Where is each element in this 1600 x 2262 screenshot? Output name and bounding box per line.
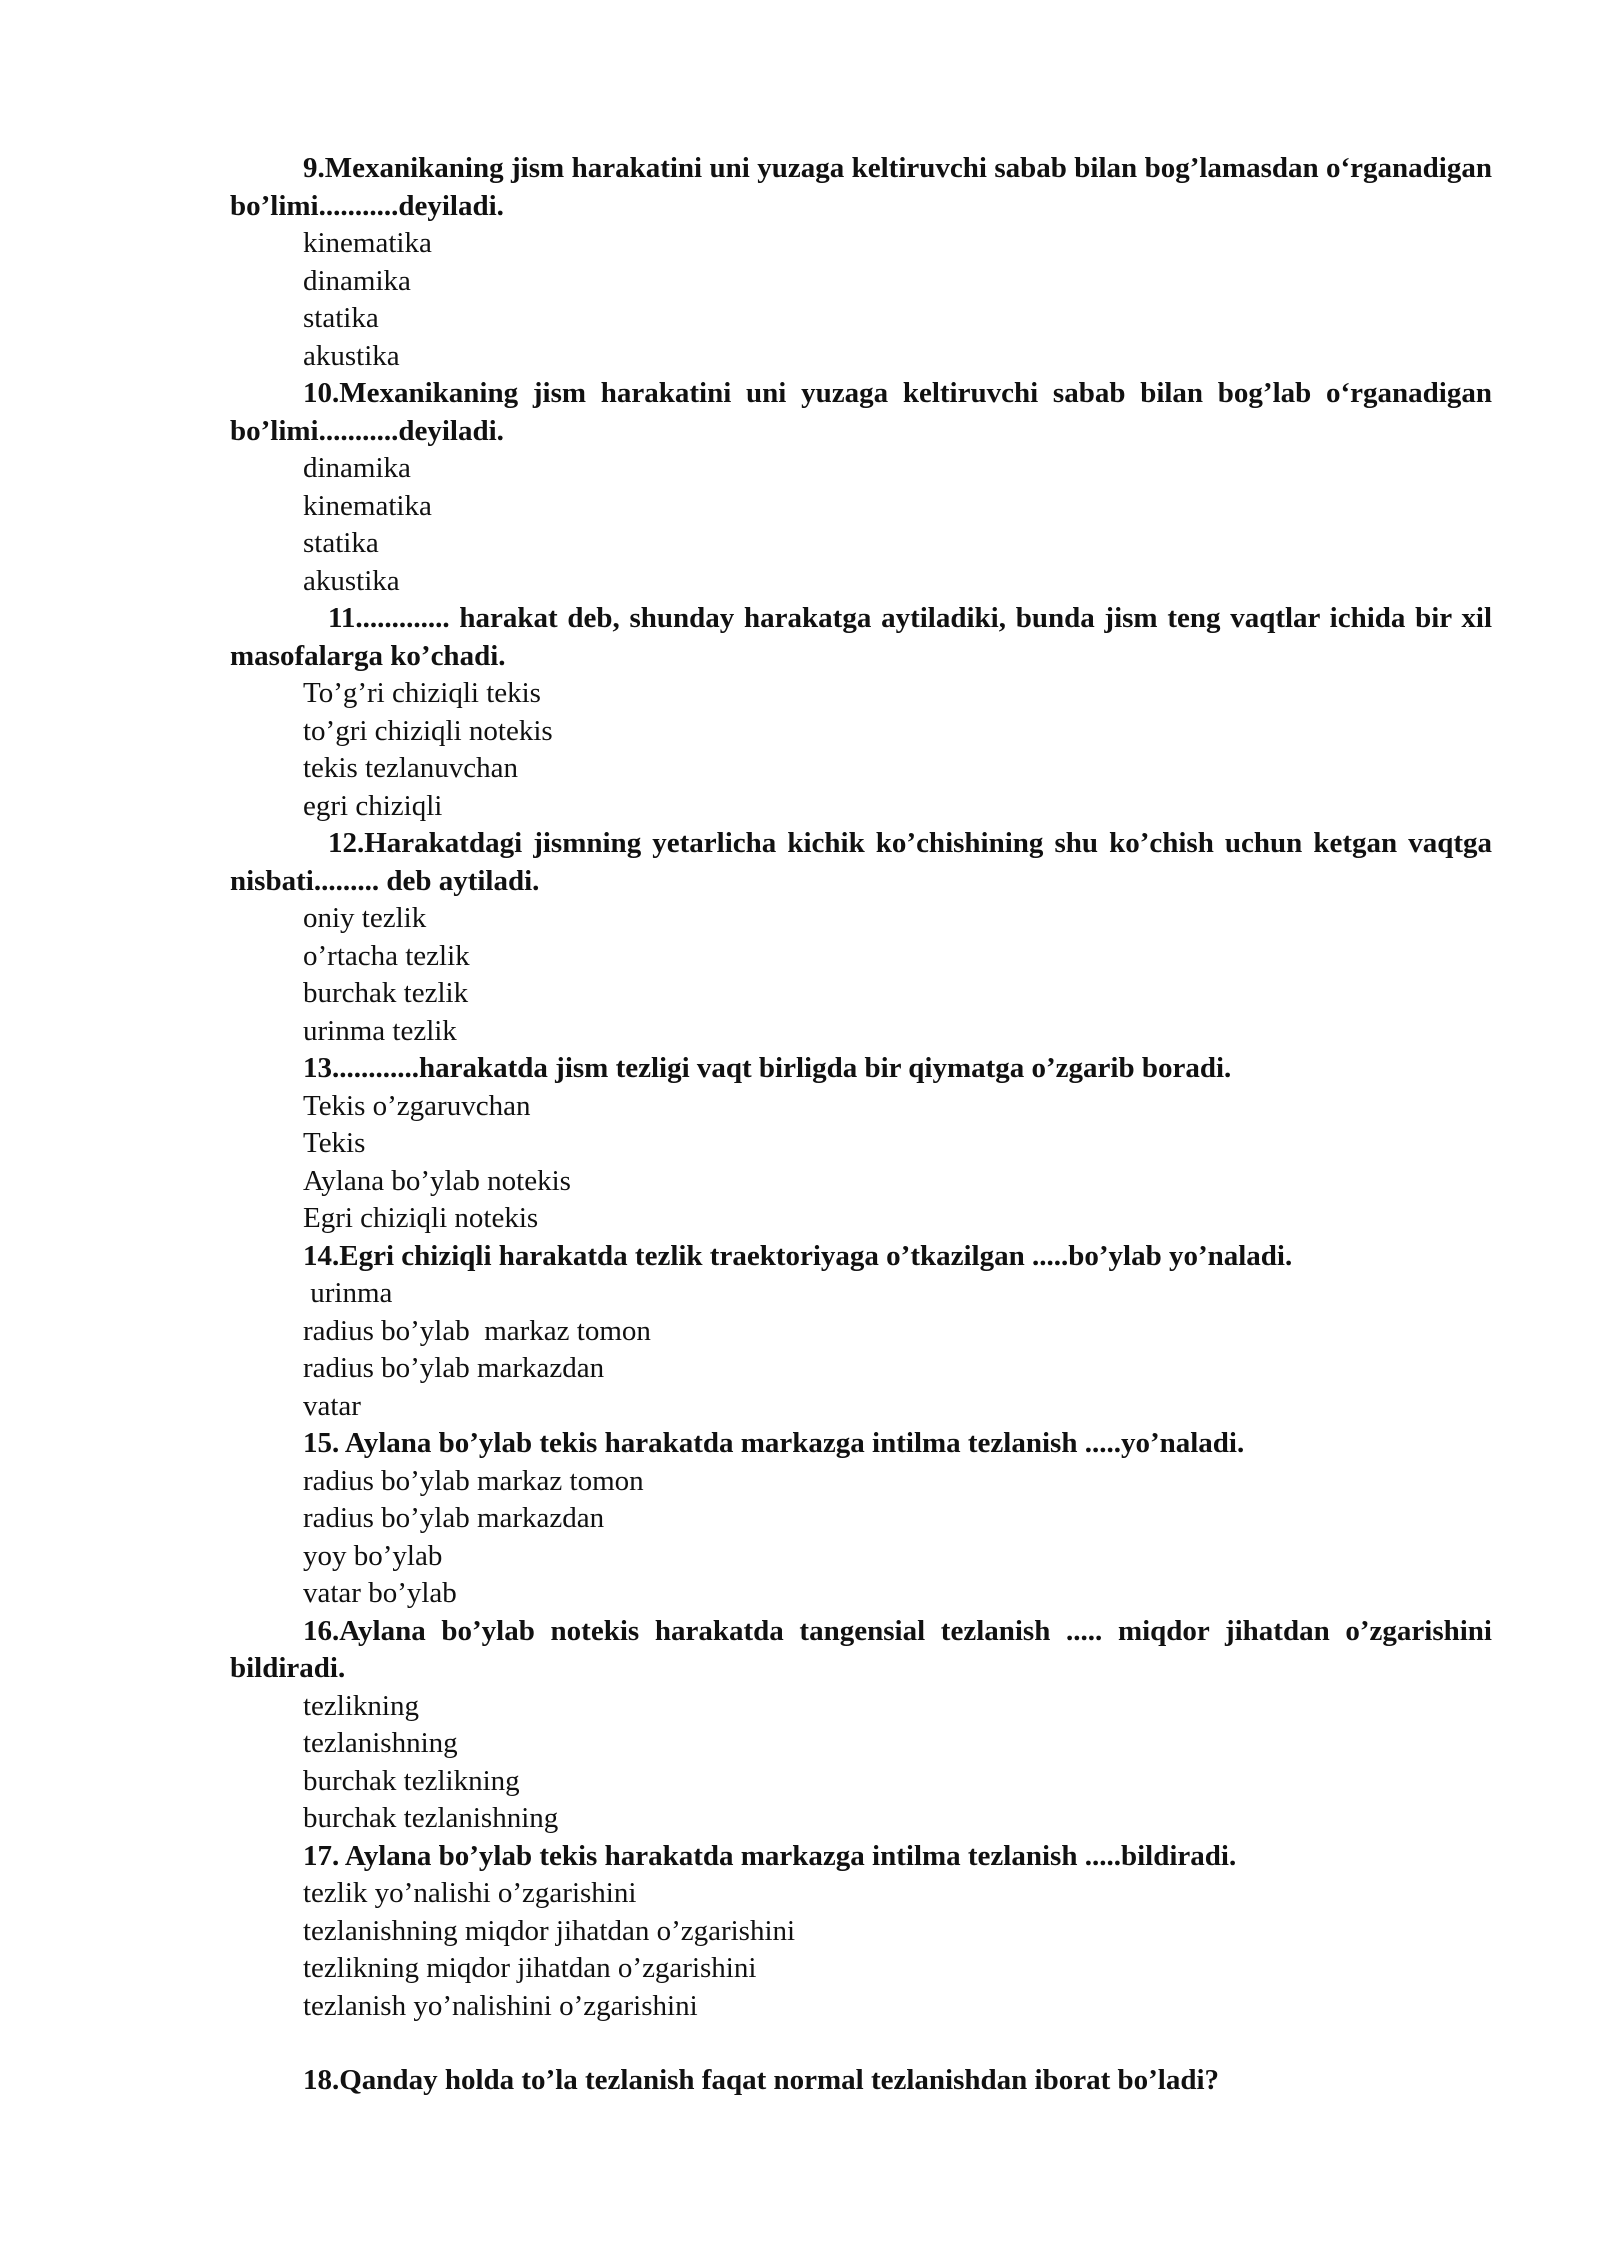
question-10: 10.Mexanikaning jism harakatini uni yuzaga keltiruvchi sabab bilan bog’lab o‘rganadigan bo’limi...........deyiladi. [230,377,1492,447]
option: radius bo’ylab markaz tomon [303,1464,644,1497]
options-14 [230,1275,1492,1425]
options-10 [230,450,1492,600]
option: tezlanishning [303,1727,458,1759]
option: Aylana bo’ylab notekis [303,1164,571,1197]
option: radius bo’ylab markaz tomon [303,1314,651,1347]
option: tekis tezlanuvchan [303,752,518,784]
option: Egri chiziqli notekis [303,1202,539,1234]
option: burchak tezlanishning [303,1802,559,1834]
option: egri chiziqli [303,789,443,822]
option: urinma [303,1277,393,1309]
question-12: 12.Harakatdagi jismning yetarlicha kichik ko’chishining shu ko’chish uchun ketgan vaqtga nisbati......... deb aytiladi. [230,827,1492,897]
question-14: 14.Egri chiziqli harakatda tezlik traektoriyaga o’tkazilgan .....bo’ylab yo’naladi. [303,1239,1293,1272]
option: urinma tezlik [303,1014,457,1047]
option: o’rtacha tezlik [303,939,470,972]
option: to’gri chiziqli notekis [303,714,553,747]
options-16 [230,1688,1492,1838]
option: oniy tezlik [303,902,427,934]
options-17 [230,1875,1492,2025]
question-11: 11............. harakat deb, shunday harakatga aytiladiki, bunda jism teng vaqtlar ichida bir xil masofalarga ko’chadi. [230,602,1492,672]
option: tezlikning [303,1689,419,1722]
option: radius bo’ylab markazdan [303,1502,605,1534]
option: vatar [303,1389,361,1422]
option: tezlanish yo’nalishini o’zgarishini [303,1989,698,2022]
option: dinamika [303,452,411,484]
option: kinematika [303,489,432,522]
option: To’g’ri chiziqli tekis [303,677,541,709]
option: burchak tezlik [303,977,469,1009]
option: yoy bo’ylab [303,1539,443,1572]
question-9: 9.Mexanikaning jism harakatini uni yuzaga keltiruvchi sabab bilan bog’lamasdan o‘rganadigan bo’limi...........deyiladi. [230,152,1492,222]
options-9 [230,225,1492,375]
options-13 [230,1088,1492,1238]
options-11 [230,675,1492,825]
option: tezlanishning miqdor jihatdan o’zgarishini [303,1914,796,1947]
option: burchak tezlikning [303,1764,520,1797]
option: akustika [303,564,400,597]
question-16: 16.Aylana bo’ylab notekis harakatda tangensial tezlanish ..... miqdor jihatdan o’zgarishini bildiradi. [230,1614,1492,1684]
question-18: 18.Qanday holda to’la tezlanish faqat normal tezlanishdan iborat bo’ladi? [303,2064,1220,2096]
option: kinematika [303,227,432,259]
options-12 [230,900,1492,1050]
option: akustika [303,339,400,372]
option: radius bo’ylab markazdan [303,1352,605,1384]
option: tezlik yo’nalishi o’zgarishini [303,1877,637,1909]
document-page [230,150,1492,2100]
option: tezlikning miqdor jihatdan o’zgarishini [303,1952,757,1984]
option: vatar bo’ylab [303,1577,457,1609]
question-17: 17. Aylana bo’ylab tekis harakatda markazga intilma tezlanish .....bildiradi. [303,1839,1237,1872]
question-15: 15. Aylana bo’ylab tekis harakatda markazga intilma tezlanish .....yo’naladi. [303,1427,1245,1459]
option: Tekis o’zgaruvchan [303,1089,531,1122]
option: Tekis [303,1127,366,1159]
option: statika [303,302,379,334]
option: dinamika [303,264,411,297]
option: statika [303,527,379,559]
question-13: 13............harakatda jism tezligi vaqt birligda bir qiymatga o’zgarib boradi. [303,1052,1232,1084]
options-15 [230,1463,1492,1613]
